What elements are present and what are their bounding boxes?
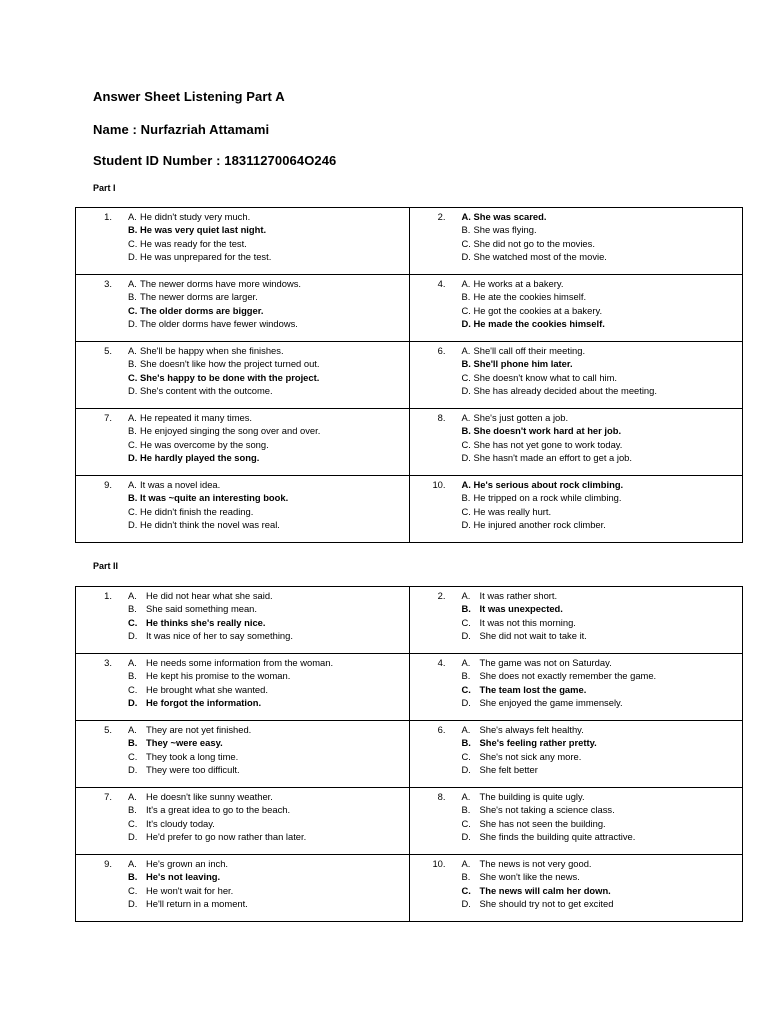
answer-option (462, 371, 743, 384)
option-text: The team lost the game. (479, 683, 587, 695)
option-letter: A. (128, 858, 137, 869)
selected-answer-option (128, 870, 409, 883)
option-text: She'll call off their meeting. (473, 345, 586, 356)
option-letter: D. (128, 318, 138, 330)
option-letter: A. (461, 590, 471, 601)
selected-answer-option (462, 478, 743, 491)
student-id: Student ID Number : 18311270064O246 (93, 153, 337, 168)
question-number: 3. (104, 278, 112, 289)
selected-answer-option (462, 210, 743, 223)
question-cell (409, 654, 743, 721)
option-letter: A. (128, 211, 137, 222)
option-letter: D. (128, 831, 138, 843)
answer-option (462, 237, 743, 250)
part-1-answer-table (75, 207, 743, 543)
part-2-label: Part II (93, 561, 119, 571)
question-cell (409, 476, 743, 543)
option-text: He's not leaving. (146, 871, 221, 883)
answer-option (128, 669, 409, 682)
option-text: She felt better (479, 764, 538, 776)
option-letter: A. (128, 412, 137, 423)
answer-option (462, 384, 743, 397)
option-text: He didn't think the novel was real. (140, 519, 280, 531)
option-letter: A. (461, 345, 471, 356)
answer-option (128, 602, 409, 615)
option-text: It was ~quite an interesting book. (140, 492, 289, 504)
question-number: 5. (104, 724, 112, 735)
answer-option (462, 696, 743, 709)
option-text: He'll return in a moment. (146, 898, 248, 910)
selected-answer-option (462, 424, 743, 437)
option-letter: C. (461, 817, 471, 829)
answer-option (128, 897, 409, 910)
option-text: It was not this morning. (479, 616, 576, 628)
answer-option (462, 669, 743, 682)
option-text: He made the cookies himself. (473, 318, 605, 330)
option-letter: D. (128, 251, 138, 263)
question-row (76, 476, 743, 543)
option-letter: B. (461, 358, 471, 370)
option-text: He was unprepared for the test. (140, 251, 272, 263)
question-row (76, 587, 743, 654)
option-letter: D. (461, 318, 471, 330)
question-number: 9. (104, 858, 112, 869)
option-letter: B. (461, 804, 471, 816)
answer-option (128, 210, 409, 223)
option-letter: A. (128, 590, 137, 601)
answer-option (462, 790, 743, 803)
selected-answer-option (462, 357, 743, 370)
selected-answer-option (462, 602, 743, 615)
option-text: She did not wait to take it. (479, 630, 587, 642)
option-letter: A. (461, 211, 471, 222)
option-text: She's always felt healthy. (479, 724, 584, 735)
answer-option (462, 656, 743, 669)
option-text: She did not go to the movies. (473, 237, 595, 249)
option-letter: A. (461, 858, 471, 869)
option-letter: D. (128, 452, 138, 464)
option-text: She finds the building quite attractive. (479, 831, 636, 843)
option-letter: C. (461, 371, 471, 383)
option-text: It was unexpected. (479, 603, 563, 615)
answer-option (128, 750, 409, 763)
option-letter: C. (461, 616, 471, 628)
question-cell (76, 721, 410, 788)
answer-option (462, 803, 743, 816)
option-text: He'd prefer to go now rather than later. (146, 831, 307, 843)
option-text: It was rather short. (479, 590, 558, 601)
answer-option (128, 424, 409, 437)
option-letter: A. (128, 278, 137, 289)
option-letter: D. (128, 385, 138, 397)
option-letter: A. (128, 657, 137, 668)
question-number: 7. (104, 791, 112, 802)
option-letter: D. (461, 764, 471, 776)
question-cell (76, 476, 410, 543)
question-number: 9. (104, 479, 112, 490)
answer-option (462, 817, 743, 830)
option-letter: B. (128, 603, 137, 615)
question-cell (409, 587, 743, 654)
answer-option (128, 589, 409, 602)
option-letter: C. (128, 750, 138, 762)
option-text: She's feeling rather pretty. (479, 737, 597, 749)
option-text: He got the cookies at a bakery. (473, 304, 603, 316)
answer-option (462, 750, 743, 763)
question-cell (409, 409, 743, 476)
option-letter: D. (461, 452, 471, 464)
option-text: The building is quite ugly. (479, 791, 585, 802)
question-number: 10. (432, 479, 446, 490)
option-letter: B. (461, 224, 471, 236)
option-text: She was flying. (473, 224, 537, 236)
answer-option (128, 237, 409, 250)
selected-answer-option (462, 317, 743, 330)
question-row (76, 208, 743, 275)
option-text: She's happy to be done with the project. (140, 371, 320, 383)
answer-option (462, 344, 743, 357)
option-text: He doesn't like sunny weather. (146, 791, 273, 802)
option-text: He was very quiet last night. (140, 224, 267, 236)
option-text: The game was not on Saturday. (479, 657, 612, 668)
question-cell (409, 788, 743, 855)
option-letter: C. (128, 371, 138, 383)
question-row (76, 342, 743, 409)
option-text: She doesn't work hard at her job. (473, 425, 622, 437)
answer-option (462, 451, 743, 464)
option-text: He enjoyed singing the song over and over. (140, 425, 321, 437)
option-letter: A. (461, 791, 471, 802)
option-letter: D. (461, 630, 471, 642)
option-text: He ate the cookies himself. (473, 291, 587, 303)
option-letter: C. (128, 438, 138, 450)
answer-option (128, 384, 409, 397)
option-text: He won't wait for her. (146, 884, 234, 896)
option-letter: B. (128, 291, 137, 303)
question-number: 7. (104, 412, 112, 423)
answer-option (128, 830, 409, 843)
question-number: 1. (104, 211, 112, 222)
answer-option (128, 629, 409, 642)
question-number: 4. (437, 278, 446, 289)
option-letter: A. (461, 278, 471, 289)
option-text: He's serious about rock climbing. (473, 479, 624, 490)
option-letter: B. (128, 670, 137, 682)
answer-option (462, 290, 743, 303)
answer-option (462, 763, 743, 776)
option-letter: D. (128, 764, 138, 776)
option-letter: A. (128, 791, 137, 802)
option-text: She'll phone him later. (473, 358, 573, 370)
page-title: Answer Sheet Listening Part A (93, 89, 285, 104)
answer-option (128, 505, 409, 518)
option-letter: C. (461, 750, 471, 762)
answer-option (462, 830, 743, 843)
option-text: She was scared. (473, 211, 547, 222)
option-letter: C. (461, 505, 471, 517)
answer-option (128, 478, 409, 491)
option-text: She enjoyed the game immensely. (479, 697, 623, 709)
selected-answer-option (128, 491, 409, 504)
option-letter: A. (461, 657, 471, 668)
selected-answer-option (128, 696, 409, 709)
option-text: They were too difficult. (146, 764, 240, 776)
option-text: He repeated it many times. (140, 412, 253, 423)
answer-option (462, 505, 743, 518)
option-text: The newer dorms have more windows. (140, 278, 302, 289)
option-letter: B. (128, 804, 137, 816)
option-letter: C. (128, 683, 138, 695)
answer-option (462, 304, 743, 317)
option-letter: A. (461, 412, 471, 423)
question-cell (409, 855, 743, 922)
option-letter: C. (128, 505, 138, 517)
question-cell (76, 208, 410, 275)
option-text: He's grown an inch. (146, 858, 229, 869)
answer-option (128, 723, 409, 736)
option-text: He needs some information from the woman. (146, 657, 334, 668)
question-cell (76, 409, 410, 476)
option-letter: C. (128, 237, 138, 249)
selected-answer-option (462, 736, 743, 749)
question-number: 4. (437, 657, 446, 668)
option-letter: A. (128, 479, 137, 490)
question-number: 2. (437, 211, 446, 222)
option-letter: C. (461, 304, 471, 316)
option-letter: B. (461, 603, 471, 615)
answer-option (128, 884, 409, 897)
question-cell (409, 208, 743, 275)
option-letter: C. (461, 884, 471, 896)
answer-option (462, 411, 743, 424)
option-text: They ~were easy. (146, 737, 223, 749)
option-letter: D. (461, 519, 471, 531)
selected-answer-option (128, 616, 409, 629)
option-letter: B. (128, 871, 138, 883)
question-number: 8. (437, 412, 446, 423)
part-2-answer-table (75, 586, 743, 922)
option-text: He was overcome by the song. (140, 438, 269, 450)
question-number: 10. (432, 858, 446, 869)
question-cell (76, 855, 410, 922)
answer-option (462, 857, 743, 870)
answer-option (462, 518, 743, 531)
option-text: He didn't study very much. (140, 211, 251, 222)
option-text: She hasn't made an effort to get a job. (473, 452, 632, 464)
question-cell (409, 275, 743, 342)
option-letter: B. (461, 291, 471, 303)
question-row (76, 654, 743, 721)
answer-option (462, 223, 743, 236)
selected-answer-option (462, 683, 743, 696)
option-letter: B. (461, 737, 471, 749)
question-cell (409, 342, 743, 409)
option-text: He kept his promise to the woman. (146, 670, 291, 682)
option-text: She said something mean. (146, 603, 258, 615)
option-text: He thinks she's really nice. (146, 616, 266, 628)
option-text: He forgot the information. (146, 697, 262, 709)
question-number: 6. (437, 345, 446, 356)
question-row (76, 275, 743, 342)
selected-answer-option (462, 884, 743, 897)
option-letter: B. (461, 670, 471, 682)
option-letter: C. (461, 438, 471, 450)
option-letter: B. (461, 871, 471, 883)
answer-option (128, 317, 409, 330)
option-text: She's content with the outcome. (140, 385, 273, 397)
option-letter: A. (128, 345, 137, 356)
option-letter: C. (461, 237, 471, 249)
option-letter: D. (128, 630, 138, 642)
option-text: It's a great idea to go to the beach. (146, 804, 291, 816)
option-letter: C. (128, 817, 138, 829)
option-letter: C. (128, 304, 138, 316)
option-text: She does not exactly remember the game. (479, 670, 657, 682)
option-letter: D. (128, 898, 138, 910)
option-text: He was really hurt. (473, 505, 552, 517)
question-number: 5. (104, 345, 112, 356)
answer-option (128, 803, 409, 816)
question-number: 2. (437, 590, 446, 601)
option-letter: B. (128, 737, 138, 749)
answer-option (462, 250, 743, 263)
question-number: 3. (104, 657, 112, 668)
question-row (76, 855, 743, 922)
option-letter: B. (461, 425, 471, 437)
option-text: She's just gotten a job. (473, 412, 569, 423)
option-letter: D. (461, 831, 471, 843)
option-text: It's cloudy today. (146, 817, 215, 829)
question-row (76, 409, 743, 476)
question-number: 1. (104, 590, 112, 601)
question-cell (409, 721, 743, 788)
option-text: It was nice of her to say something. (146, 630, 293, 642)
selected-answer-option (128, 223, 409, 236)
option-letter: C. (128, 616, 138, 628)
option-letter: D. (128, 697, 138, 709)
answer-option (128, 411, 409, 424)
option-letter: A. (128, 724, 137, 735)
part-1-label: Part I (93, 183, 116, 193)
option-text: She has not yet gone to work today. (473, 438, 623, 450)
answer-option (462, 616, 743, 629)
option-text: She's not taking a science class. (479, 804, 615, 816)
selected-answer-option (128, 371, 409, 384)
answer-option (128, 250, 409, 263)
question-row (76, 788, 743, 855)
option-text: He was ready for the test. (140, 237, 247, 249)
answer-option (128, 790, 409, 803)
option-letter: D. (461, 251, 471, 263)
selected-answer-option (128, 736, 409, 749)
selected-answer-option (128, 451, 409, 464)
answer-option (462, 897, 743, 910)
answer-option (128, 763, 409, 776)
option-text: The news will calm her down. (479, 884, 611, 896)
option-text: She doesn't like how the project turned out. (140, 358, 320, 370)
option-text: He injured another rock climber. (473, 519, 606, 531)
answer-option (128, 656, 409, 669)
option-letter: A. (461, 479, 471, 490)
answer-option (462, 589, 743, 602)
option-text: He works at a bakery. (473, 278, 564, 289)
option-text: She has already decided about the meeting. (473, 385, 657, 397)
option-text: She should try not to get excited (479, 898, 614, 910)
answer-option (462, 491, 743, 504)
answer-option (462, 723, 743, 736)
answer-option (128, 277, 409, 290)
option-text: He hardly played the song. (140, 452, 260, 464)
option-letter: B. (128, 425, 137, 437)
answer-option (128, 817, 409, 830)
option-text: He brought what she wanted. (146, 683, 268, 695)
option-letter: A. (461, 724, 471, 735)
answer-option (462, 277, 743, 290)
option-text: She watched most of the movie. (473, 251, 607, 263)
option-letter: C. (461, 683, 471, 695)
question-cell (76, 788, 410, 855)
question-cell (76, 275, 410, 342)
option-letter: D. (461, 385, 471, 397)
option-letter: B. (128, 492, 138, 504)
option-text: They took a long time. (146, 750, 239, 762)
selected-answer-option (128, 304, 409, 317)
option-text: He tripped on a rock while climbing. (473, 492, 622, 504)
answer-option (462, 870, 743, 883)
option-letter: B. (128, 224, 138, 236)
option-text: He did not hear what she said. (146, 590, 273, 601)
option-text: The newer dorms are larger. (140, 291, 258, 303)
answer-option (128, 518, 409, 531)
answer-option (128, 438, 409, 451)
answer-option (128, 290, 409, 303)
student-name: Name : Nurfazriah Attamami (93, 122, 270, 137)
question-cell (76, 654, 410, 721)
question-row (76, 721, 743, 788)
option-text: She doesn't know what to call him. (473, 371, 618, 383)
option-text: She has not seen the building. (479, 817, 606, 829)
question-cell (76, 587, 410, 654)
option-text: He didn't finish the reading. (140, 505, 254, 517)
option-text: She's not sick any more. (479, 750, 582, 762)
answer-option (462, 438, 743, 451)
question-number: 6. (437, 724, 446, 735)
option-letter: C. (128, 884, 138, 896)
answer-option (128, 344, 409, 357)
option-text: The older dorms are bigger. (140, 304, 264, 316)
option-letter: B. (461, 492, 471, 504)
option-letter: D. (128, 519, 138, 531)
answer-option (462, 629, 743, 642)
question-number: 8. (437, 791, 446, 802)
answer-option (128, 683, 409, 696)
question-cell (76, 342, 410, 409)
option-letter: D. (461, 898, 471, 910)
option-letter: B. (128, 358, 137, 370)
answer-option (128, 357, 409, 370)
option-text: The news is not very good. (479, 858, 592, 869)
option-text: The older dorms have fewer windows. (140, 318, 298, 330)
option-letter: D. (461, 697, 471, 709)
option-text: She'll be happy when she finishes. (140, 345, 284, 356)
option-text: She won't like the news. (479, 871, 580, 883)
answer-option (128, 857, 409, 870)
option-text: They are not yet finished. (146, 724, 252, 735)
option-text: It was a novel idea. (140, 479, 221, 490)
